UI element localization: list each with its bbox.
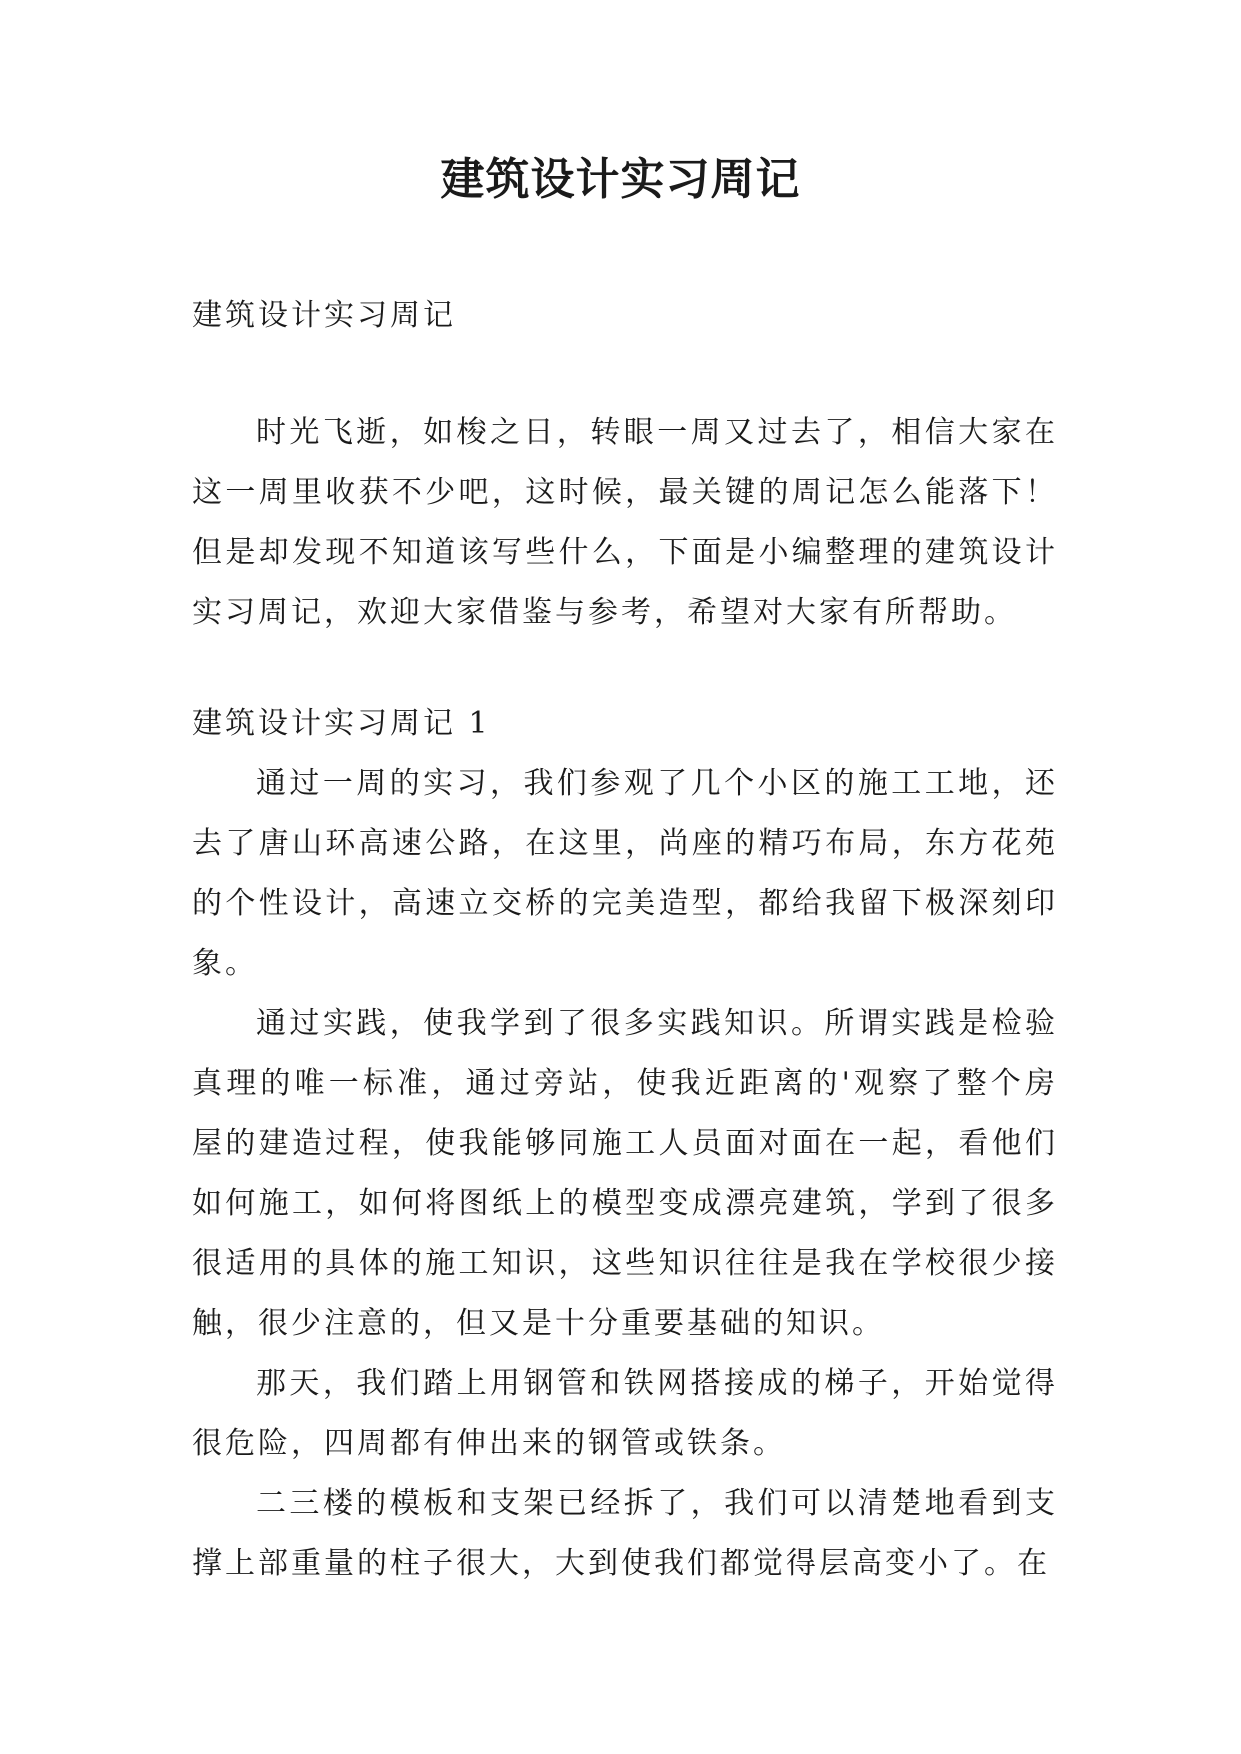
document-subtitle: 建筑设计实习周记 <box>192 298 456 333</box>
intro-paragraph: 时光飞逝，如梭之日，转眼一周又过去了，相信大家在这一周里收获不少吧，这时候，最关键的周记怎么能落下！但是却发现不知道该写些什么，下面是小编整理的建筑设计实习周记，欢迎大家借鉴与参考，希望对大家有所帮助。 <box>192 415 1058 630</box>
section-heading: 建筑设计实习周记 1 <box>192 706 491 741</box>
body-paragraph: 通过实践，使我学到了很多实践知识。所谓实践是检验真理的唯一标准，通过旁站，使我近距离的'观察了整个房屋的建造过程，使我能够同施工人员面对面在一起，看他们如何施工，如何将图纸上的模型变成漂亮建筑，学到了很多很适用的具体的施工知识，这些知识往往是我在学校很少接触，很少注意的，但又是十分重要基础的知识。 <box>192 1006 1058 1341</box>
document-title: 建筑设计实习周记 <box>440 154 801 205</box>
section-body <box>192 754 1058 1594</box>
body-paragraph: 那天，我们踏上用钢管和铁网搭接成的梯子，开始觉得很危险，四周都有伸出来的钢管或铁条。 <box>192 1366 1058 1461</box>
body-paragraph: 二三楼的模板和支架已经拆了，我们可以清楚地看到支撑上部重量的柱子很大，大到使我们都觉得层高变小了。在 <box>192 1486 1058 1581</box>
body-paragraph: 通过一周的实习，我们参观了几个小区的施工工地，还去了唐山环高速公路，在这里，尚座的精巧布局，东方花苑的个性设计，高速立交桥的完美造型，都给我留下极深刻印象。 <box>192 766 1058 981</box>
intro-section <box>192 403 1058 643</box>
